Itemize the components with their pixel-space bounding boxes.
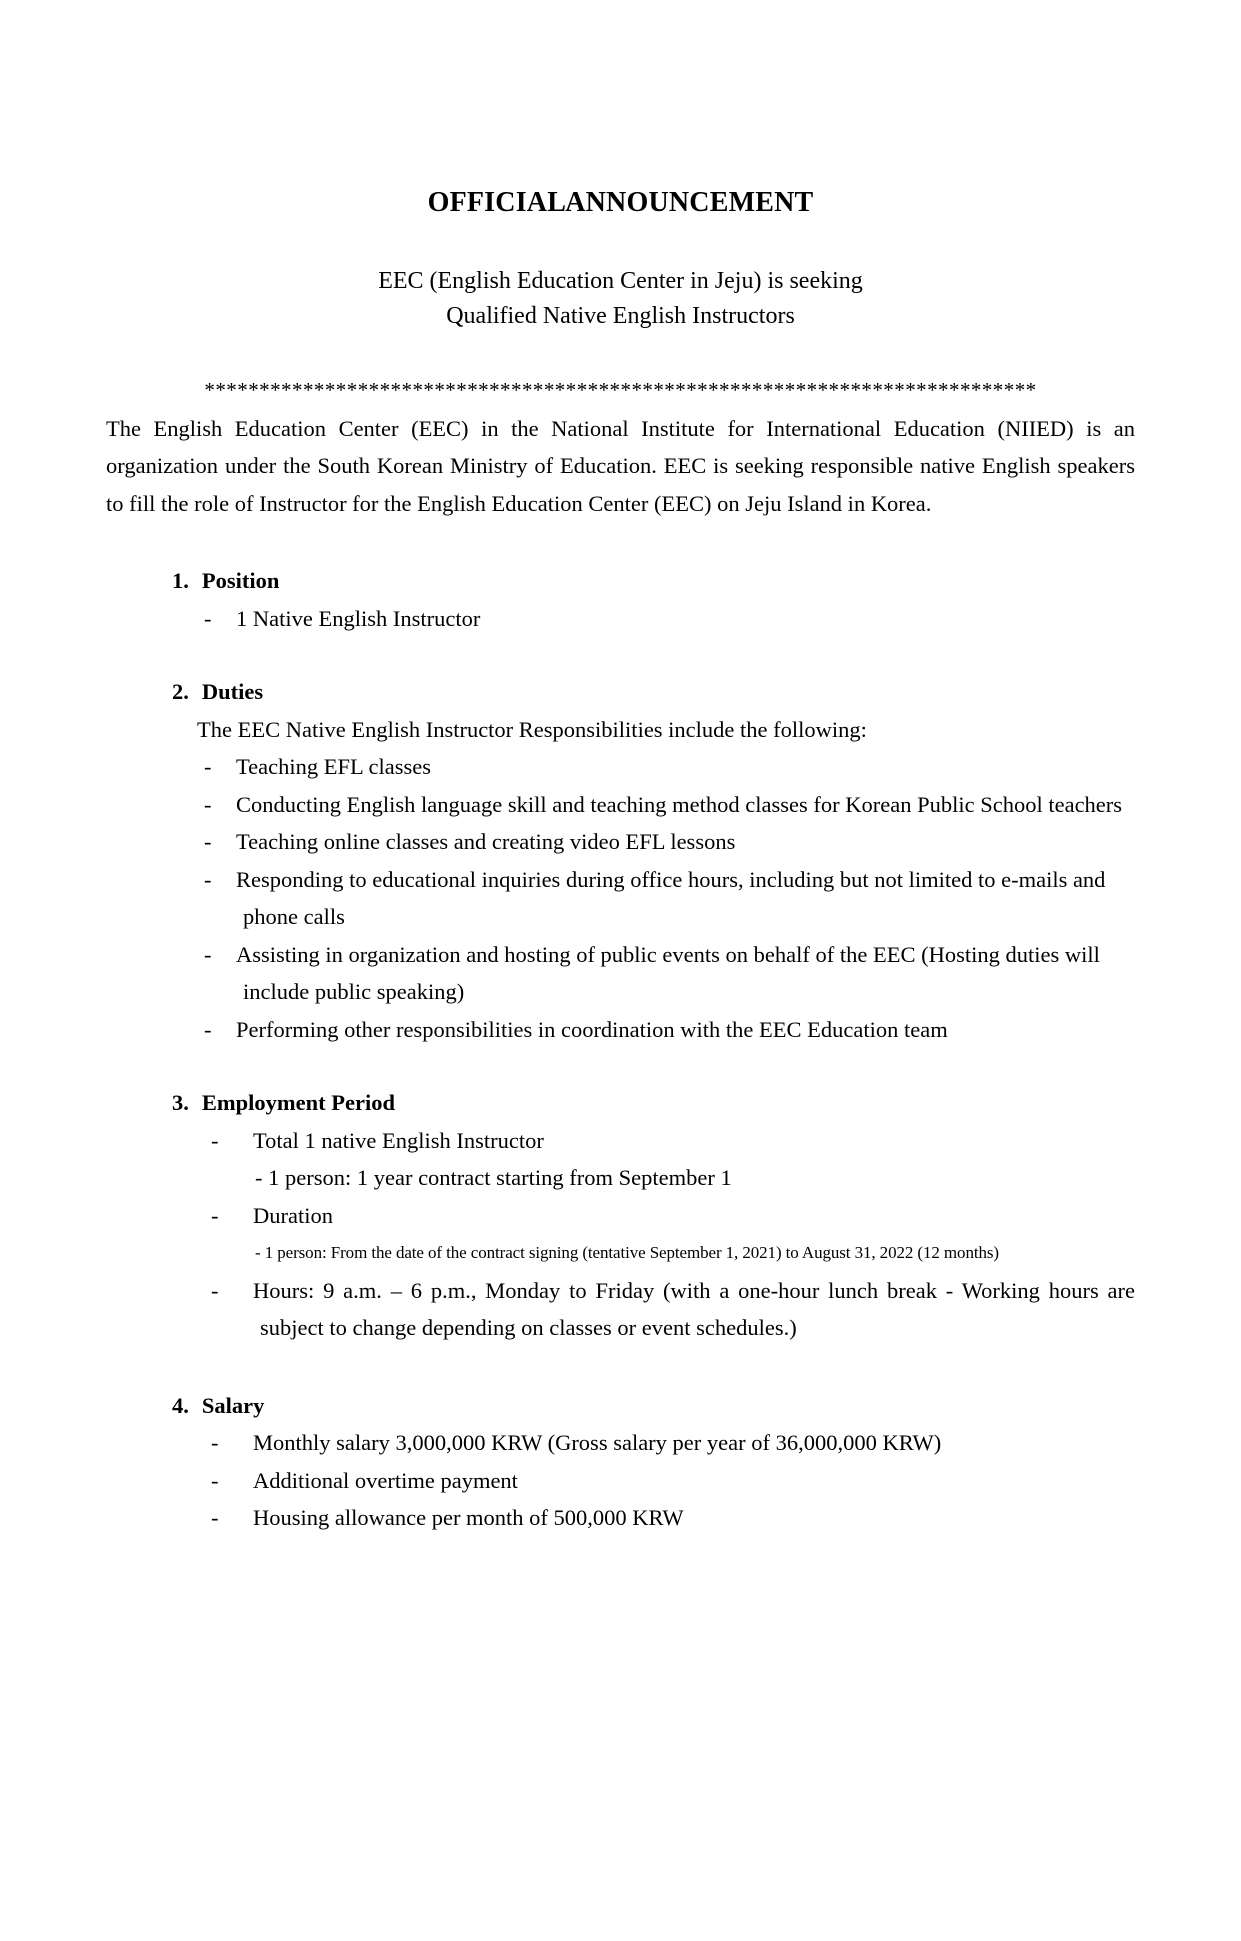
bullet-item <box>106 1011 1135 1049</box>
bullet-dash: - <box>211 1202 219 1228</box>
intro-paragraph: The English Education Center (EEC) in the National Institute for International Education (NIIED) is an organization under the South Korean Ministry of Education. EEC is seeking responsible native English speakers to fill the role of Instructor for the English Education Center (EEC) on Jeju Island in Korea. <box>106 415 1135 516</box>
bullet-dash: - <box>204 605 212 631</box>
bullet-text: Assisting in organization and hosting of public events on behalf of the EEC (Hosting duties will include public speaking) <box>236 941 1100 1004</box>
section-1-number: 1. <box>172 568 189 593</box>
bullet-item <box>106 823 1135 861</box>
bullet-item <box>106 1272 1135 1347</box>
section-4-number: 4. <box>172 1392 189 1418</box>
bullet-text: Duration <box>253 1202 333 1228</box>
bullet-item <box>106 786 1135 824</box>
bullet-text: Responding to educational inquiries during office hours, including but not limited to e-mails and phone calls <box>236 866 1106 929</box>
bullet-item <box>106 1424 1135 1462</box>
bullet-text: Teaching online classes and creating video EFL lessons <box>236 829 736 854</box>
bullet-text: Conducting English language skill and teaching method classes for Korean Public School teachers <box>236 791 1123 817</box>
bullet-dash: - <box>204 754 212 779</box>
bullet-text: Monthly salary 3,000,000 KRW (Gross salary per year of 36,000,000 KRW) <box>253 1430 942 1455</box>
section-2-lead: The EEC Native English Instructor Responsibilities include the following: <box>197 716 867 742</box>
bullet-text: Performing other responsibilities in coordination with the EEC Education team <box>236 1016 948 1042</box>
sub-bullet-text-small: - 1 person: From the date of the contract signing (tentative September 1, 2021) to August 31, 2022 (12 months) <box>255 1243 999 1262</box>
bullet-text: Total 1 native English Instructor <box>253 1127 544 1153</box>
bullet-dash: - <box>204 791 212 817</box>
bullet-item <box>106 1122 1135 1160</box>
bullet-item <box>106 861 1135 936</box>
document-page <box>0 186 1241 1941</box>
section-3-number: 3. <box>172 1090 189 1115</box>
bullet-dash: - <box>204 941 212 967</box>
section-2-number: 2. <box>172 679 189 704</box>
bullet-dash: - <box>211 1430 219 1455</box>
bullet-item <box>106 1462 1135 1500</box>
bullet-item <box>106 936 1135 1011</box>
bullet-text: Teaching EFL classes <box>236 754 432 779</box>
bullet-text: Hours: 9 a.m. – 6 p.m., Monday to Friday (with a one-hour lunch break - Working hours are subject to change depending on classes or event schedules.) <box>253 1277 1135 1340</box>
bullet-item <box>106 600 1135 638</box>
bullet-text: Additional overtime payment <box>253 1467 518 1493</box>
section-4-label: Salary <box>201 1392 265 1418</box>
section-2-heading <box>106 673 1135 711</box>
asterisk-divider: **************************************************************************** <box>204 378 1037 402</box>
bullet-dash: - <box>211 1127 219 1153</box>
bullet-item <box>106 1197 1135 1235</box>
bullet-item <box>106 1499 1135 1537</box>
bullet-text: 1 Native English Instructor <box>236 605 481 631</box>
subtitle-line-1: EEC (English Education Center in Jeju) is seeking <box>378 268 863 294</box>
section-1-label: Position <box>201 568 280 593</box>
section-3-label: Employment Period <box>201 1090 395 1115</box>
section-1-heading <box>106 562 1135 600</box>
bullet-dash: - <box>211 1505 219 1530</box>
section-4-heading <box>106 1387 1135 1425</box>
document-title: OFFICIAL ANNOUNCEMENT <box>427 187 814 218</box>
section-3-heading <box>106 1084 1135 1122</box>
section-2-label: Duties <box>201 679 264 704</box>
bullet-item <box>106 748 1135 786</box>
document-subtitle <box>106 264 1135 334</box>
bullet-dash: - <box>204 829 212 854</box>
bullet-dash: - <box>204 1016 212 1042</box>
sub-bullet-text: - 1 person: 1 year contract starting from September 1 <box>255 1165 732 1190</box>
bullet-dash: - <box>211 1467 219 1493</box>
subtitle-line-2: Qualified Native English Instructors <box>446 303 795 329</box>
bullet-dash: - <box>211 1277 219 1303</box>
bullet-text: Housing allowance per month of 500,000 KRW <box>253 1505 684 1530</box>
bullet-dash: - <box>204 866 212 892</box>
